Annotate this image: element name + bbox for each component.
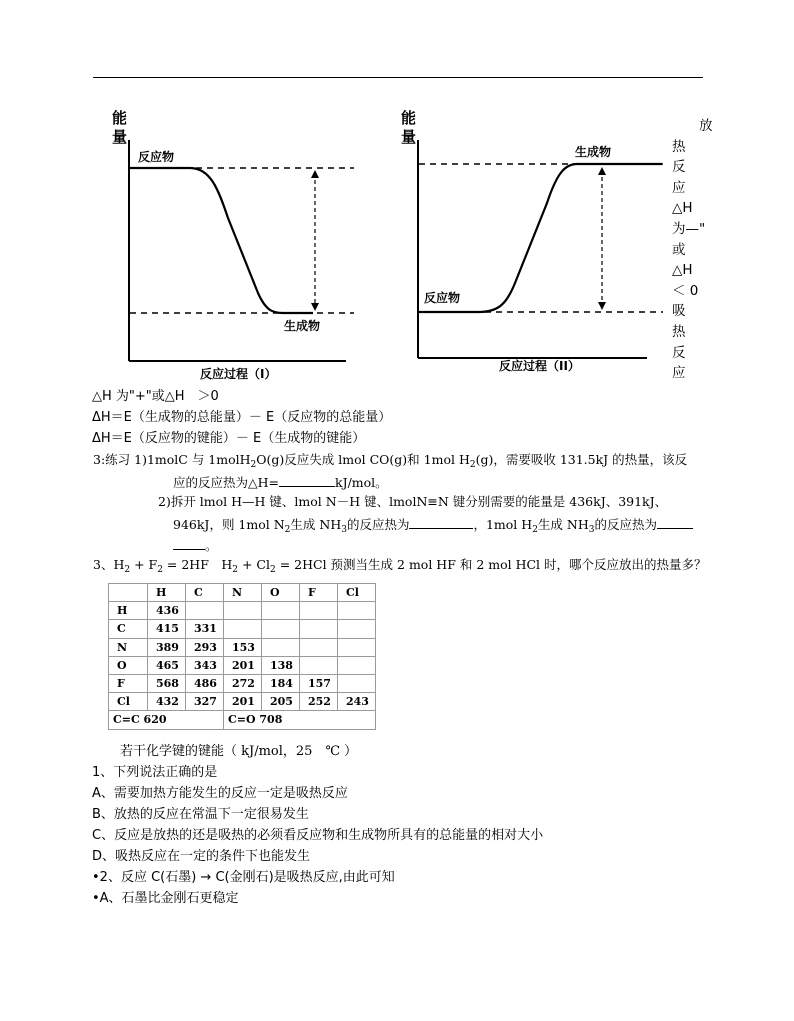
table-footer-row xyxy=(109,711,376,729)
text-line-formula-bond: ΔH＝E（反应物的键能）－ E（生成物的键能） xyxy=(92,431,366,446)
y-label-2: 量 xyxy=(112,128,128,146)
table-cell: 343 xyxy=(186,656,224,674)
table-cell: 272 xyxy=(224,674,262,692)
text-line-delta-h-sign: △H 为"+"或△H ＞0 xyxy=(92,389,219,404)
table-cell: 205 xyxy=(262,693,300,711)
side-text-column xyxy=(672,116,718,384)
table-cell: N xyxy=(224,584,262,602)
table-cell xyxy=(338,602,376,620)
table-cell: 389 xyxy=(148,638,186,656)
question-1: 1、下列说法正确的是 xyxy=(92,765,218,780)
header-rule xyxy=(93,77,703,78)
side-char: △H xyxy=(672,200,693,217)
side-char: △H xyxy=(672,262,693,279)
bond-energy-table xyxy=(108,583,376,730)
table-cell xyxy=(224,602,262,620)
table-cell: 157 xyxy=(300,674,338,692)
energy-curve xyxy=(130,168,313,313)
side-char: 热 xyxy=(672,323,686,340)
table-cell: C xyxy=(186,584,224,602)
table-cell: Cl xyxy=(338,584,376,602)
question-2: •2、反应 C(石墨) → C(金刚石)是吸热反应,由此可知 xyxy=(92,870,395,885)
lower-label: 反应物 xyxy=(424,291,461,305)
table-cell xyxy=(262,620,300,638)
table-cell: F xyxy=(109,674,148,692)
table-cell xyxy=(109,584,148,602)
table-cell xyxy=(224,620,262,638)
side-char: 吸 xyxy=(672,303,686,320)
table-cell: Cl xyxy=(109,693,148,711)
side-char: 为—" xyxy=(672,220,706,237)
table-cell: C=O 708 xyxy=(224,711,376,729)
table-cell: H xyxy=(109,602,148,620)
table-cell xyxy=(300,620,338,638)
table-row xyxy=(109,656,376,674)
table-caption: 若干化学键的键能（ kJ/mol，25 ℃ ） xyxy=(120,744,358,759)
text-line-formula-energy: ΔH＝E（生成物的总能量）－ E（反应物的总能量） xyxy=(92,410,392,425)
option-d: D、吸热反应在一定的条件下也能发生 xyxy=(92,849,311,864)
exercise-1-line-2: 应的反应热为△H= kJ/mol。 xyxy=(173,475,388,490)
energy-diagram-exothermic xyxy=(108,108,368,386)
table-row xyxy=(109,638,376,656)
table-cell xyxy=(338,656,376,674)
table-cell: 184 xyxy=(262,674,300,692)
table-cell: N xyxy=(109,638,148,656)
upper-label: 反应物 xyxy=(138,150,175,164)
upper-label: 生成物 xyxy=(575,145,612,159)
energy-diagram-endothermic xyxy=(397,108,667,378)
answer-blank[interactable] xyxy=(657,515,693,529)
table-cell xyxy=(186,602,224,620)
lower-label: 生成物 xyxy=(284,319,321,333)
table-cell xyxy=(262,638,300,656)
answer-blank[interactable] xyxy=(409,515,473,529)
table-cell: 153 xyxy=(224,638,262,656)
table-row xyxy=(109,693,376,711)
table-cell: 436 xyxy=(148,602,186,620)
side-char: ＜ 0 xyxy=(672,282,699,299)
table-cell: O xyxy=(109,656,148,674)
option-a: A、需要加热方能发生的反应一定是吸热反应 xyxy=(92,786,348,801)
table-cell xyxy=(262,602,300,620)
y-label-2: 量 xyxy=(401,128,417,146)
question-2-option-a: •A、石墨比金刚石更稳定 xyxy=(92,891,239,906)
x-label: 反应过程（I） xyxy=(200,367,277,381)
table-cell: 138 xyxy=(262,656,300,674)
side-char: 或 xyxy=(672,241,686,258)
table-row xyxy=(109,620,376,638)
table-cell: 568 xyxy=(148,674,186,692)
table-cell: 201 xyxy=(224,656,262,674)
side-char: 应 xyxy=(672,179,686,196)
table-header-row xyxy=(109,584,376,602)
table-cell xyxy=(300,638,338,656)
side-char: 放 xyxy=(699,118,713,134)
side-char: 反 xyxy=(672,159,686,176)
side-char: 反 xyxy=(672,344,686,361)
y-label-1: 能 xyxy=(112,109,128,127)
exercise-2-line-1: 2)拆开 lmol H—H 键、lmol N－H 键、lmolN≡N 键分别需要的能量是 436kJ、391kJ、 xyxy=(158,494,668,509)
side-char: 应 xyxy=(672,365,686,382)
table-cell: 201 xyxy=(224,693,262,711)
table-cell: 252 xyxy=(300,693,338,711)
exercise-1-line-1: 3:练习 1)1molC 与 1molH$_2$O(g)反应失成 lmol CO(g)和 1mol $H_2(g)$，需要吸收 131.5kJ 的热量，该反 xyxy=(93,452,688,470)
table-cell: 331 xyxy=(186,620,224,638)
y-label-1: 能 xyxy=(401,109,417,127)
energy-curve xyxy=(419,164,662,312)
table-cell: 243 xyxy=(338,693,376,711)
table-cell xyxy=(300,602,338,620)
table-cell xyxy=(300,656,338,674)
table-cell: C=C 620 xyxy=(109,711,224,729)
table-cell: F xyxy=(300,584,338,602)
exercise-2-line-3: 。 xyxy=(173,536,218,554)
answer-blank[interactable] xyxy=(279,473,335,487)
table-cell: 432 xyxy=(148,693,186,711)
table-row xyxy=(109,674,376,692)
option-b: B、放热的反应在常温下一定很易发生 xyxy=(92,807,309,822)
table-cell xyxy=(338,620,376,638)
table-cell: 465 xyxy=(148,656,186,674)
table-cell: 415 xyxy=(148,620,186,638)
table-cell xyxy=(338,674,376,692)
table-cell: O xyxy=(262,584,300,602)
table-cell: C xyxy=(109,620,148,638)
side-char: 热 xyxy=(672,138,686,155)
x-label: 反应过程（II） xyxy=(499,359,580,373)
exercise-2-line-2: 946kJ，则 1mol $N_2$生成 $NH_3$的反应热为 ，1mol $H_2$生成 $NH_3$的反应热为 xyxy=(173,515,693,533)
exercise-3-line: 3、$H_2 + F_2 = 2HF$ $H_2 + Cl_2 = 2HCl$ 预测当生成 2 mol HF 和 2 mol HCl 时，哪个反应放出的热量多？ xyxy=(93,557,707,575)
table-cell: H xyxy=(148,584,186,602)
table-cell: 486 xyxy=(186,674,224,692)
answer-blank[interactable] xyxy=(173,536,205,550)
table-row xyxy=(109,602,376,620)
table-cell: 293 xyxy=(186,638,224,656)
table-cell: 327 xyxy=(186,693,224,711)
table-cell xyxy=(338,638,376,656)
option-c: C、反应是放热的还是吸热的必须看反应物和生成物所具有的总能量的相对大小 xyxy=(92,828,544,843)
